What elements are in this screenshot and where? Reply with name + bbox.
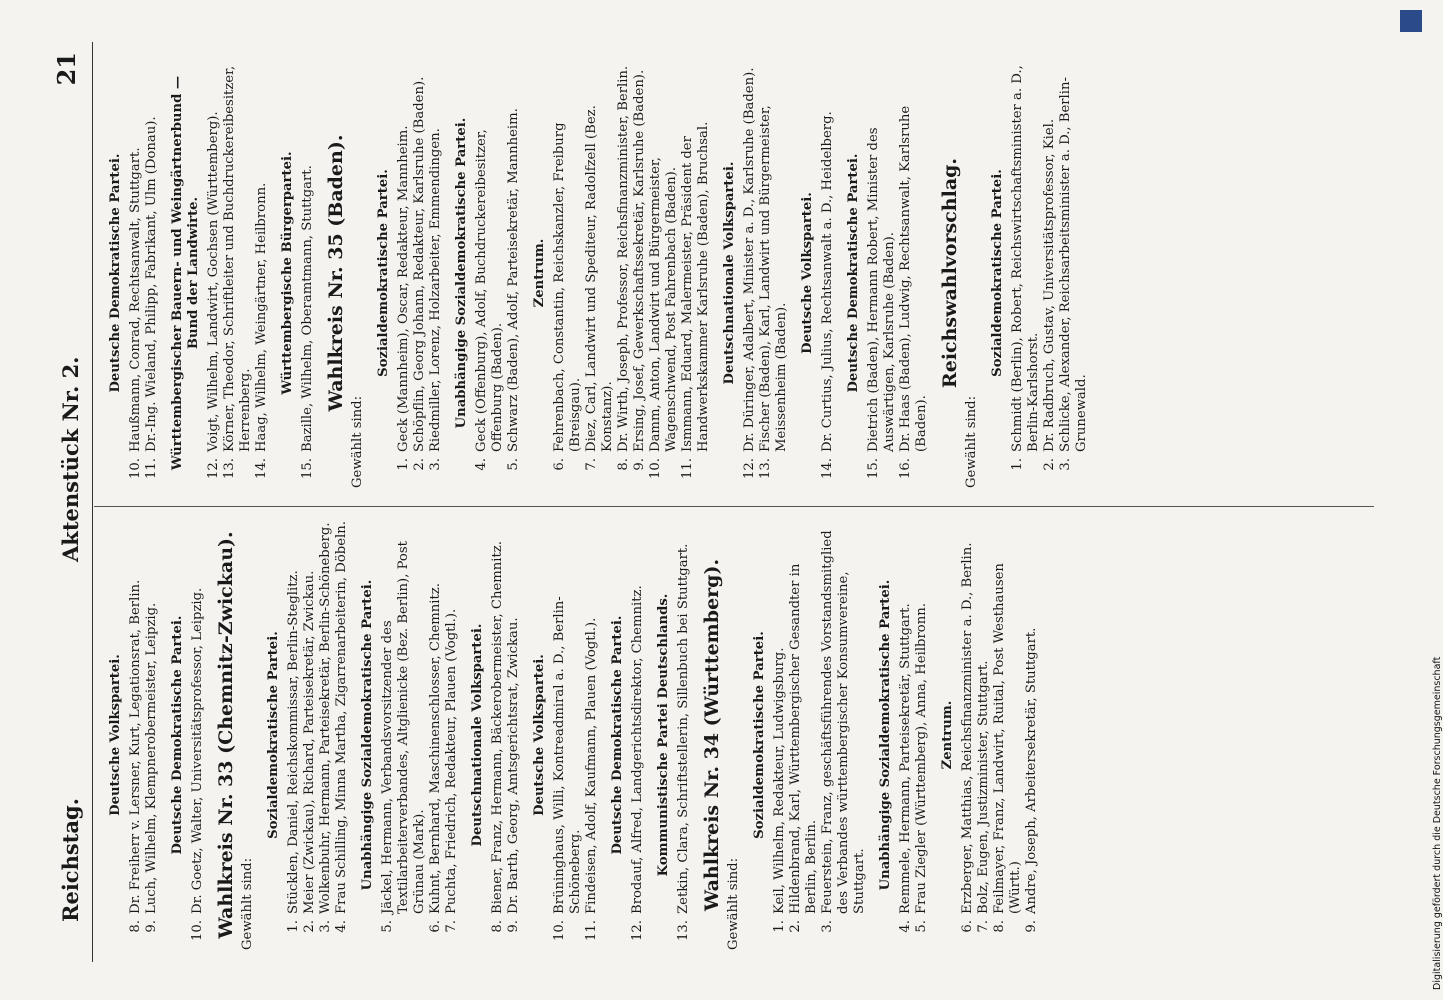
entry-number: 9.: [506, 920, 521, 933]
party-heading: Unabhängige Sozialdemokratische Partei.: [454, 117, 469, 429]
entry-text: Erzberger, Matthias, Reichsfinanzminister a. D., Berlin.: [960, 542, 975, 914]
entry-number: 9.: [1024, 920, 1039, 933]
entry-number: 7.: [976, 920, 991, 933]
entry-text: Brodauf, Alfred, Landgerichtsdirektor, Chemnitz.: [630, 585, 645, 914]
member-entry: [222, 58, 254, 488]
member-entry: [506, 520, 522, 950]
entry-number: 5.: [380, 920, 395, 933]
entry-text: Hildenbrand, Karl, Württembergischer Gesandter in Berlin, Berlin.: [788, 563, 819, 914]
dfg-logo-icon: [1400, 10, 1422, 32]
member-entry: [742, 58, 758, 488]
entry-text: Fehrenbach, Constantin, Reichskanzler, Freiburg (Breisgau).: [552, 122, 583, 452]
constituency-heading: Wahlkreis Nr. 34 (Württemberg).: [701, 558, 723, 912]
member-entry: [1042, 58, 1058, 488]
member-entry: [1024, 520, 1040, 950]
member-entry: [428, 58, 444, 488]
entry-text: Feuerstein, Franz, geschäftsführendes Vorstandsmitglied des Verbandes württembergischer Konsumvereine, Stuttgart.: [820, 530, 867, 914]
entry-text: Ersing, Josef, Gewerkschaftssekretär, Karlsruhe (Baden).: [632, 69, 647, 452]
entry-text: Geck (Offenburg), Adolf, Buchdruckereibesitzer, Offenburg (Baden).: [474, 129, 505, 452]
party-heading: Sozialdemokratische Partei.: [266, 631, 281, 839]
party-heading: Deutsche Demokratische Partei.: [610, 615, 625, 855]
entry-text: Bazille, Wilhelm, Oberamtmann, Stuttgart.: [300, 165, 315, 452]
member-entry: [334, 520, 350, 950]
entry-text: Damm, Anton, Landwirt und Bürgermeister, Wagenschwend, Post Fahrenbach (Baden).: [648, 157, 679, 452]
header-rule: [92, 42, 93, 962]
entry-text: Diez, Carl, Landwirt und Spediteur, Radolfzell (Bez. Konstanz).: [584, 105, 615, 452]
entry-text: Schöpflin, Georg Johann, Redakteur, Karlsruhe (Baden).: [412, 76, 427, 452]
party-heading: Württembergische Bürgerpartei.: [280, 151, 295, 395]
constituency-heading: Reichswahlvorschlag.: [939, 157, 961, 389]
entry-number: 10.: [128, 458, 143, 479]
party-heading: Deutsche Volkspartei.: [108, 654, 123, 816]
entry-number: 5.: [506, 458, 521, 471]
member-entry: [898, 520, 914, 950]
entry-text: Jäckel, Hermann, Verbandsvorsitzender des Textilarbeiterverbandes, Altglienicke (Bez. Berlin), Post Grünau (Mark).: [380, 541, 427, 914]
member-entry: [788, 520, 820, 950]
entry-text: Fischer (Baden), Karl, Landwirt und Bürgermeister, Meissenheim (Baden).: [758, 105, 789, 452]
entry-number: 4.: [474, 458, 489, 471]
member-entry: [190, 520, 206, 950]
member-entry: [1010, 58, 1042, 488]
entry-number: 11.: [584, 920, 599, 941]
entry-text: Dr. Curtius, Julius, Rechtsanwalt a. D., Heidelberg.: [820, 111, 835, 452]
entry-number: 11.: [680, 458, 695, 479]
entry-text: Ismmann, Eduard, Malermeister, Präsident der Handwerkskammer Karlsruhe (Baden), Bruchsal.: [680, 121, 711, 452]
party-heading: Deutsche Demokratische Partei.: [846, 153, 861, 393]
entry-text: Frau Schilling, Minna Martha, Zigarrenarbeiterin, Döbeln.: [334, 521, 349, 914]
entry-number: 2.: [302, 920, 317, 933]
constituency-heading: Wahlkreis Nr. 33 (Chemnitz-Zwickau).: [215, 531, 237, 939]
party-heading: Sozialdemokratische Partei.: [752, 631, 767, 839]
entry-number: 6.: [552, 458, 567, 471]
member-entry: [630, 520, 646, 950]
entry-number: 2.: [788, 920, 803, 933]
entry-text: Keil, Wilhelm, Redakteur, Ludwigsburg.: [772, 647, 787, 914]
member-entry: [444, 520, 460, 950]
entry-number: 3.: [428, 458, 443, 471]
party-heading: Kommunistische Partei Deutschlands.: [656, 593, 671, 877]
member-entry: [428, 520, 444, 950]
entry-text: Dr. Wirth, Joseph, Professor, Reichsfinanzminister, Berlin.: [616, 65, 631, 452]
member-entry: [648, 58, 680, 488]
entry-number: 5.: [914, 920, 929, 933]
member-entry: [992, 520, 1024, 950]
member-entry: [772, 520, 788, 950]
party-heading: Zentrum.: [532, 238, 547, 308]
digitization-note: Digitalisierung gefördert durch die Deutsche Forschungsgemeinschaft: [1432, 656, 1443, 990]
running-header: [50, 42, 90, 962]
member-entry: [632, 58, 648, 488]
entry-number: 8.: [490, 920, 505, 933]
entry-text: Dr. Freiherr v. Lersner, Kurt, Legationsrat, Berlin.: [128, 579, 143, 914]
party-heading: Deutsche Volkspartei.: [800, 192, 815, 354]
member-entry: [490, 520, 506, 950]
entry-number: 14.: [820, 458, 835, 479]
entry-number: 16.: [898, 458, 913, 479]
member-entry: [286, 520, 302, 950]
entry-text: Schwarz (Baden), Adolf, Parteisekretär, Mannheim.: [506, 108, 521, 452]
entry-number: 11.: [144, 458, 159, 479]
constituency-heading: Wahlkreis Nr. 35 (Baden).: [325, 134, 347, 412]
entry-number: 10.: [190, 920, 205, 941]
party-heading: Deutschnationale Volkspartei.: [722, 161, 737, 385]
entry-number: 14.: [254, 458, 269, 479]
entry-text: Dr. Goetz, Walter, Universitätsprofessor, Leipzig.: [190, 587, 205, 914]
member-entry: [680, 58, 712, 488]
entry-number: 8.: [128, 920, 143, 933]
member-entry: [380, 520, 428, 950]
entry-text: Feilmayer, Franz, Landwirt, Ruital, Post Westhausen (Württ.): [992, 563, 1023, 914]
member-entry: [1058, 58, 1090, 488]
member-entry: [820, 58, 836, 488]
entry-number: 7.: [584, 458, 599, 471]
party-heading: Unabhängige Sozialdemokratische Partei.: [360, 579, 375, 891]
entry-text: Schmidt (Berlin), Robert, Reichswirtschaftsminister a. D., Berlin-Karlshorst.: [1010, 65, 1041, 452]
entry-text: Voigt, Wilhelm, Landwirt, Gochsen (Württemberg).: [206, 111, 221, 452]
entry-number: 1.: [396, 458, 411, 471]
party-heading: Unabhängige Sozialdemokratische Partei.: [878, 579, 893, 891]
rotated-sheet: [50, 42, 1380, 962]
party-heading: Sozialdemokratische Partei.: [376, 169, 391, 377]
entry-text: Stücklen, Daniel, Reichskommissar, Berlin-Steglitz.: [286, 570, 301, 914]
party-heading: Deutschnationale Volkspartei.: [470, 623, 485, 847]
member-entry: [144, 520, 160, 950]
entry-text: Wolkenbuhr, Hermann, Parteisekretär, Berlin-Schöneberg.: [318, 522, 333, 914]
member-entry: [128, 58, 144, 488]
entry-number: 15.: [866, 458, 881, 479]
entry-number: 13.: [758, 458, 773, 479]
entry-number: 3.: [318, 920, 333, 933]
member-entry: [960, 520, 976, 950]
member-entry: [318, 520, 334, 950]
entry-number: 3.: [1058, 458, 1073, 471]
member-entry: [914, 520, 930, 950]
entry-number: 1.: [1010, 458, 1025, 471]
entry-text: Körner, Theodor, Schriftleiter und Buchdruckereibesitzer, Herrenberg.: [222, 65, 253, 452]
entry-number: 8.: [992, 920, 1007, 933]
party-heading: Deutsche Volkspartei.: [532, 654, 547, 816]
member-entry: [976, 520, 992, 950]
entry-number: 1.: [772, 920, 787, 933]
entry-number: 12.: [742, 458, 757, 479]
entry-number: 9.: [144, 920, 159, 933]
entry-number: 2.: [412, 458, 427, 471]
entry-text: Andre, Joseph, Arbeitersekretär, Stuttgart.: [1024, 627, 1039, 914]
member-entry: [676, 520, 692, 950]
entry-number: 7.: [444, 920, 459, 933]
column-divider: [94, 506, 1374, 507]
entry-number: 3.: [820, 920, 835, 933]
entry-number: 13.: [222, 458, 237, 479]
entry-text: Haag, Wilhelm, Weingärtner, Heilbronn.: [254, 182, 269, 452]
entry-text: Bolz, Eugen, Justizminister, Stuttgart.: [976, 660, 991, 914]
entry-text: Brüninghaus, Willi, Kontreadmiral a. D., Berlin-Schöneberg.: [552, 596, 583, 914]
entry-number: 4.: [334, 920, 349, 933]
entry-number: 4.: [898, 920, 913, 933]
member-entry: [302, 520, 318, 950]
member-entry: [128, 520, 144, 950]
header-left: Reichstag.: [58, 798, 83, 922]
entry-text: Dr. Barth, Georg, Amtsgerichtsrat, Zwickau.: [506, 617, 521, 914]
entry-text: Remmele, Hermann, Parteisekretär, Stuttgart.: [898, 603, 913, 914]
entry-number: 15.: [300, 458, 315, 479]
entry-number: 10.: [552, 920, 567, 941]
entry-text: Puchta, Friedrich, Redakteur, Plauen (Vogtl.).: [444, 608, 459, 914]
member-entry: [758, 58, 790, 488]
member-entry: [412, 58, 428, 488]
member-entry: [616, 58, 632, 488]
left-column: [98, 520, 1040, 950]
entry-number: 8.: [616, 458, 631, 471]
entry-text: Geck (Mannheim), Oscar, Redakteur, Mannheim.: [396, 125, 411, 452]
member-entry: [820, 520, 868, 950]
entry-number: 6.: [960, 920, 975, 933]
member-entry: [396, 58, 412, 488]
elected-label: Gewählt sind:: [964, 395, 979, 488]
member-entry: [300, 58, 316, 488]
entry-text: Luch, Wilhelm, Klempnerobermeister, Leipzig.: [144, 602, 159, 914]
elected-label: Gewählt sind:: [240, 857, 255, 950]
entry-text: Schlicke, Alexander, Reichsarbeitsminister a. D., Berlin-Grunewald.: [1058, 77, 1089, 452]
member-entry: [144, 58, 160, 488]
header-center: Aktenstück Nr. 2.: [58, 356, 83, 562]
entry-number: 12.: [630, 920, 645, 941]
member-entry: [898, 58, 930, 488]
member-entry: [552, 58, 584, 488]
member-entry: [506, 58, 522, 488]
entry-number: 13.: [676, 920, 691, 941]
entry-text: Haußmann, Conrad, Rechtsanwalt, Stuttgart.: [128, 147, 143, 452]
entry-text: Dr. Haas (Baden), Ludwig, Rechtsanwalt, Karlsruhe (Baden).: [898, 105, 929, 452]
party-heading: Zentrum.: [940, 700, 955, 770]
entry-text: Dr. Radbruch, Gustav, Universitätsprofessor, Kiel.: [1042, 118, 1057, 452]
entry-text: Findeisen, Adolf, Kaufmann, Plauen (Vogtl.).: [584, 617, 599, 914]
entry-number: 12.: [206, 458, 221, 479]
member-entry: [254, 58, 270, 488]
elected-label: Gewählt sind:: [726, 857, 741, 950]
right-column: [98, 58, 1090, 488]
entry-text: Dr.-Ing. Wieland, Philipp, Fabrikant, Ulm (Donau).: [144, 116, 159, 452]
entry-number: 6.: [428, 920, 443, 933]
page-number: 21: [52, 52, 81, 86]
member-entry: [584, 520, 600, 950]
party-heading: Deutsche Demokratische Partei.: [108, 153, 123, 393]
member-entry: [584, 58, 616, 488]
member-entry: [474, 58, 506, 488]
entry-text: Dr. Düringer, Adalbert, Minister a. D., Karlsruhe (Baden).: [742, 67, 757, 452]
entry-text: Kuhnt, Bernhard, Maschinenschlosser, Chemnitz.: [428, 583, 443, 914]
entry-number: 2.: [1042, 458, 1057, 471]
entry-number: 9.: [632, 458, 647, 471]
entry-number: 1.: [286, 920, 301, 933]
elected-label: Gewählt sind:: [350, 395, 365, 488]
entry-text: Meier (Zwickau), Richard, Parteisekretär, Zwickau.: [302, 570, 317, 914]
member-entry: [206, 58, 222, 488]
entry-text: Dietrich (Baden), Hermann Robert, Minister des Auswärtigen, Karlsruhe (Baden).: [866, 127, 897, 452]
member-entry: [552, 520, 584, 950]
entry-number: 10.: [648, 458, 663, 479]
party-heading: Württembergischer Bauern- und Weingärtnerbund — Bund der Landwirte.: [170, 75, 201, 471]
entry-text: Biener, Franz, Hermann, Bäckerobermeister, Chemnitz.: [490, 541, 505, 914]
party-heading: Deutsche Demokratische Partei.: [170, 615, 185, 855]
member-entry: [866, 58, 898, 488]
entry-text: Zetkin, Clara, Schriftstellerin, Sillenbuch bei Stuttgart.: [676, 543, 691, 914]
entry-text: Frau Ziegler (Württemberg), Anna, Heilbronn.: [914, 603, 929, 914]
party-heading: Sozialdemokratische Partei.: [990, 169, 1005, 377]
entry-text: Riedmiller, Lorenz, Holzarbeiter, Emmendingen.: [428, 128, 443, 452]
